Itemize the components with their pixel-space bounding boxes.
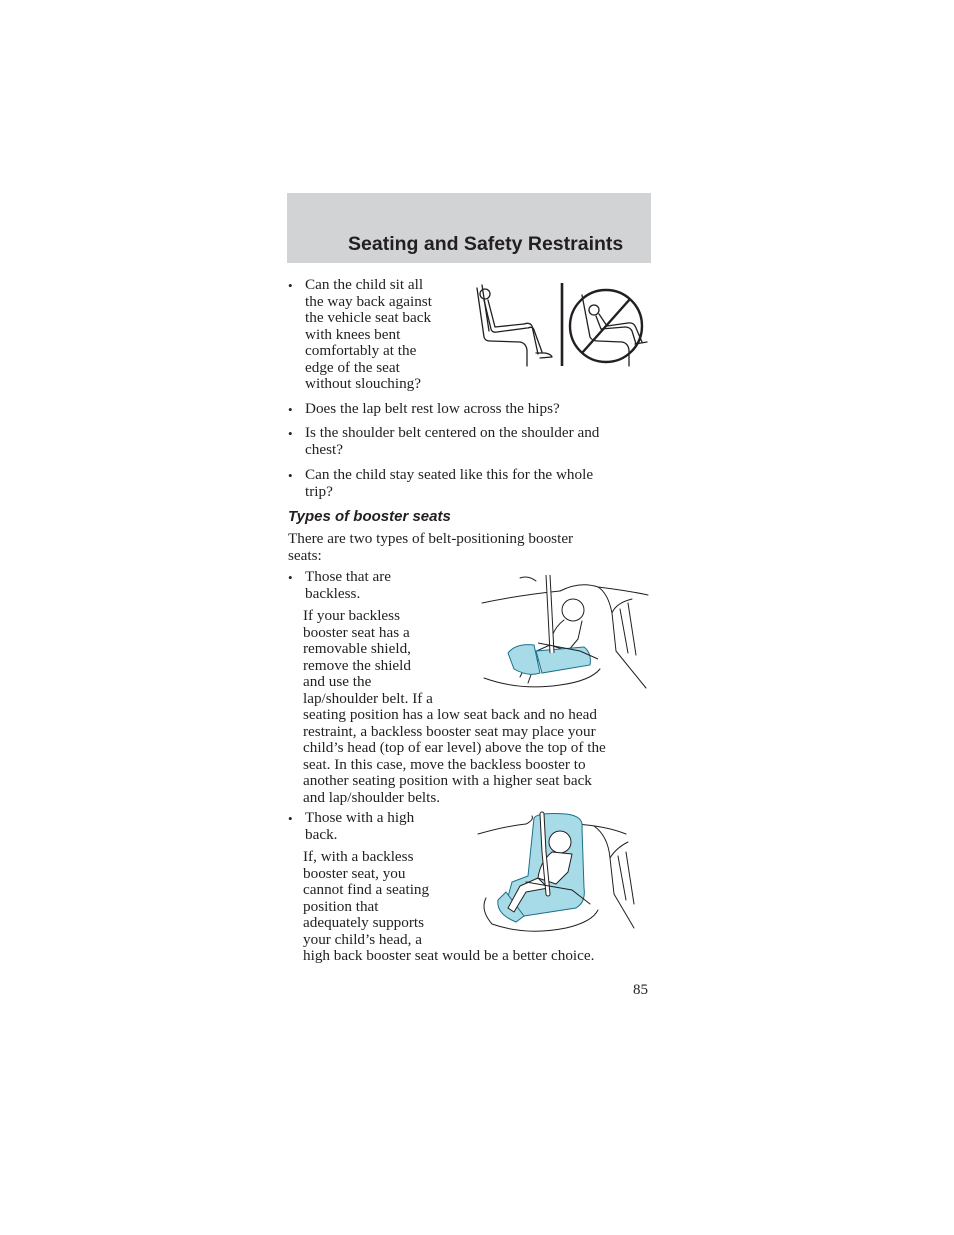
correct-posture-figure bbox=[477, 285, 552, 366]
bullet-dot: • bbox=[288, 426, 293, 441]
incorrect-posture-figure bbox=[582, 295, 647, 366]
checklist-item-lap-belt: Does the lap belt rest low across the hips? bbox=[305, 400, 560, 417]
bullet-dot: • bbox=[288, 570, 293, 585]
bullet-dot: • bbox=[288, 468, 293, 483]
bullet-dot: • bbox=[288, 402, 293, 417]
highback-description: If, with a backless booster seat, you cannot find a seating position that adequately supports your child’s head, a high back booster seat would be a better choice. bbox=[303, 848, 595, 964]
booster-types-heading: Types of booster seats bbox=[288, 508, 451, 525]
seat-posture-illustration bbox=[472, 280, 652, 370]
highback-booster-illustration bbox=[476, 812, 646, 937]
page-number: 85 bbox=[633, 982, 648, 998]
prohibition-icon bbox=[570, 290, 642, 362]
backless-description: If your backless booster seat has a removable shield, remove the shield and use the lap/shoulder belt. If a seating position has a low seat back and no head restraint, a backless booster seat may place your child’s head (top of ear level) above the top of the seat. In this case, move the backless booster to another seating position with a higher seat back and lap/shoulder belts. bbox=[303, 607, 606, 806]
bullet-dot: • bbox=[288, 278, 293, 293]
checklist-item-shoulder-belt: Is the shoulder belt centered on the shoulder and chest? bbox=[305, 424, 600, 458]
checklist-item-sitting-back: Can the child sit all the way back against the vehicle seat back with knees bent comfortably at the edge of the seat without slouching? bbox=[305, 276, 432, 392]
section-title: Seating and Safety Restraints bbox=[348, 233, 624, 255]
highback-bullet: Those with a high back. bbox=[305, 809, 415, 843]
backless-booster-illustration bbox=[480, 573, 650, 693]
backless-bullet: Those that are backless. bbox=[305, 568, 392, 602]
booster-intro: There are two types of belt-positioning booster seats: bbox=[288, 530, 574, 564]
checklist-item-whole-trip: Can the child stay seated like this for the whole trip? bbox=[305, 466, 594, 500]
bullet-dot: • bbox=[288, 811, 293, 826]
